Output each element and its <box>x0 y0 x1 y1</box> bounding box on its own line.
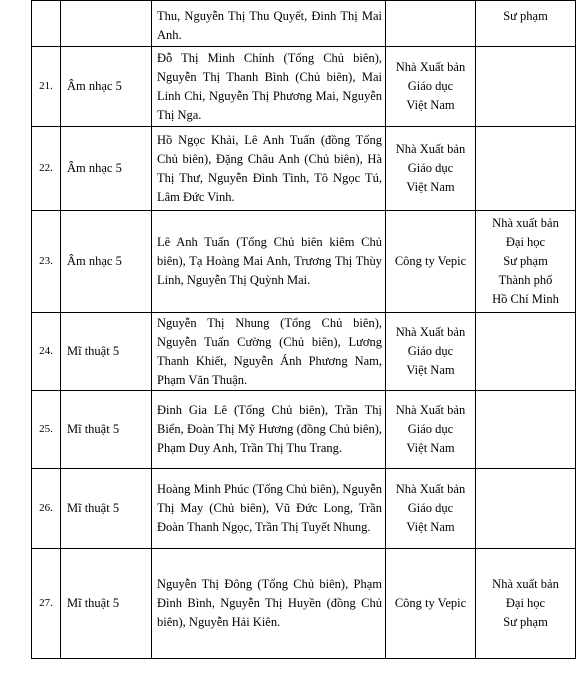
book-authors: Nguyễn Thị Đông (Tổng Chủ biên), Phạm Đình Bình, Nguyễn Thị Huyền (đồng Chủ biên), Nguyễn Hải Kiên. <box>152 549 386 659</box>
book-partner <box>476 47 576 127</box>
book-title: Mĩ thuật 5 <box>61 313 152 391</box>
book-publisher: Nhà Xuất bản Giáo dục Việt Nam <box>386 391 476 469</box>
book-title <box>61 1 152 47</box>
book-authors: Nguyễn Thị Nhung (Tổng Chủ biên), Nguyễn Tuấn Cường (Chủ biên), Lương Thanh Khiết, Nguyễn Ánh Phương Nam, Phạm Văn Thuận. <box>152 313 386 391</box>
book-partner: Nhà xuất bản Đại học Sư phạm <box>476 549 576 659</box>
book-partner <box>476 127 576 211</box>
book-title: Âm nhạc 5 <box>61 127 152 211</box>
table-row <box>32 127 576 211</box>
book-partner: Sư phạm <box>476 1 576 47</box>
row-number: 26. <box>32 469 61 549</box>
row-number: 24. <box>32 313 61 391</box>
book-title: Mĩ thuật 5 <box>61 549 152 659</box>
book-authors: Lê Anh Tuấn (Tổng Chủ biên kiêm Chủ biên), Tạ Hoàng Mai Anh, Trương Thị Thùy Linh, Nguyễn Thị Quỳnh Mai. <box>152 211 386 313</box>
book-partner <box>476 391 576 469</box>
book-title: Âm nhạc 5 <box>61 47 152 127</box>
row-number <box>32 1 61 47</box>
book-title: Âm nhạc 5 <box>61 211 152 313</box>
table-row <box>32 211 576 313</box>
book-partner: Nhà xuất bản Đại học Sư phạm Thành phố Hồ Chí Minh <box>476 211 576 313</box>
textbook-table <box>31 0 576 659</box>
book-publisher: Nhà Xuất bản Giáo dục Việt Nam <box>386 47 476 127</box>
book-partner <box>476 313 576 391</box>
book-partner <box>476 469 576 549</box>
book-publisher: Công ty Vepic <box>386 211 476 313</box>
book-authors: Đỗ Thị Minh Chính (Tổng Chủ biên), Nguyễn Thị Thanh Bình (Chủ biên), Mai Linh Chi, Nguyễn Thị Phương Mai, Nguyễn Thị Nga. <box>152 47 386 127</box>
book-publisher: Công ty Vepic <box>386 549 476 659</box>
row-number: 21. <box>32 47 61 127</box>
table-row <box>32 469 576 549</box>
book-publisher: Nhà Xuất bản Giáo dục Việt Nam <box>386 313 476 391</box>
row-number: 25. <box>32 391 61 469</box>
book-authors: Đinh Gia Lê (Tổng Chủ biên), Trần Thị Biển, Đoàn Thị Mỹ Hương (đồng Chủ biên), Phạm Duy Anh, Trần Thị Thu Trang. <box>152 391 386 469</box>
book-publisher: Nhà Xuất bản Giáo dục Việt Nam <box>386 469 476 549</box>
table-row <box>32 313 576 391</box>
table-row <box>32 47 576 127</box>
row-number: 27. <box>32 549 61 659</box>
book-authors: Thu, Nguyễn Thị Thu Quyết, Đinh Thị Mai Anh. <box>152 1 386 47</box>
row-number: 22. <box>32 127 61 211</box>
book-publisher: Nhà Xuất bản Giáo dục Việt Nam <box>386 127 476 211</box>
book-title: Mĩ thuật 5 <box>61 469 152 549</box>
table-row <box>32 391 576 469</box>
book-title: Mĩ thuật 5 <box>61 391 152 469</box>
book-authors: Hồ Ngọc Khải, Lê Anh Tuấn (đồng Tổng Chủ biên), Đặng Châu Anh (Chủ biên), Hà Thị Thư, Nguyễn Đình Tình, Tô Ngọc Tú, Lâm Đức Vinh. <box>152 127 386 211</box>
table-row <box>32 1 576 47</box>
row-number: 23. <box>32 211 61 313</box>
book-publisher <box>386 1 476 47</box>
table-row <box>32 549 576 659</box>
book-authors: Hoàng Minh Phúc (Tổng Chủ biên), Nguyễn Thị May (Chủ biên), Vũ Đức Long, Trần Đoàn Thanh Ngọc, Trần Thị Tuyết Nhung. <box>152 469 386 549</box>
